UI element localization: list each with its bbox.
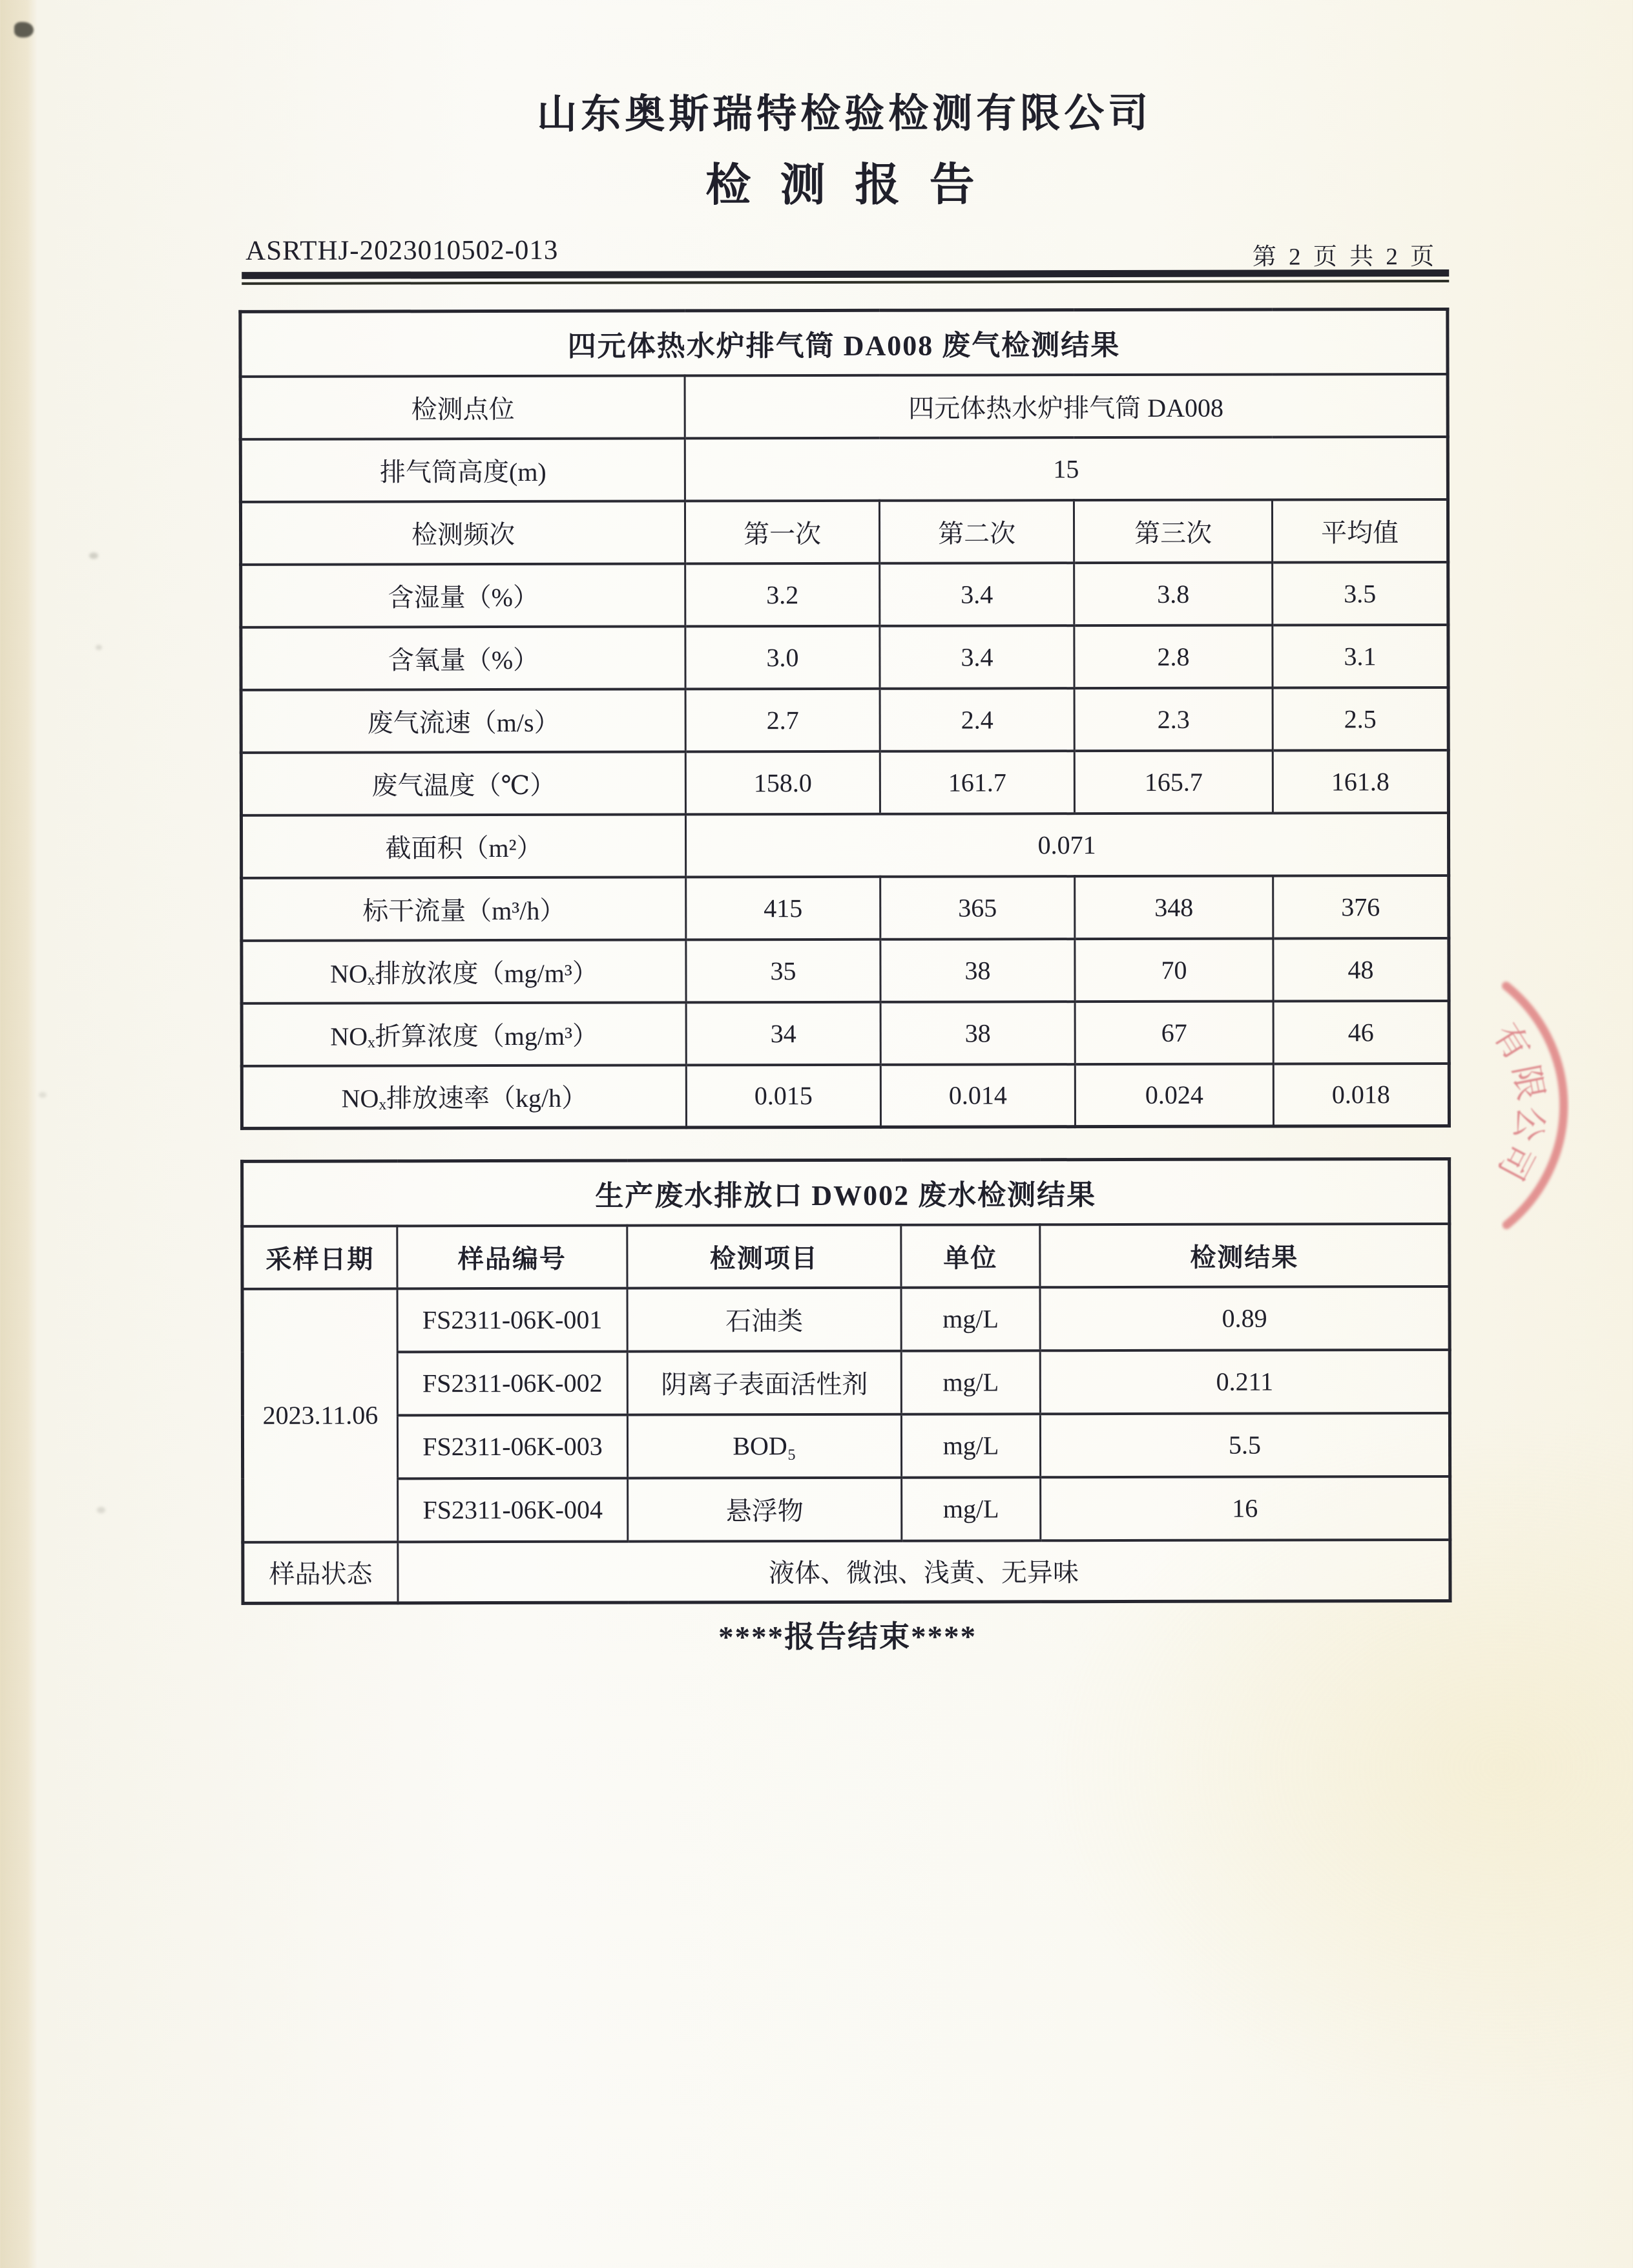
cell: 2.7 [685,688,880,751]
cell-sample-state: 液体、微浊、浅黄、无异味 [398,1539,1450,1602]
cell: 46 [1273,1000,1449,1064]
table-row [242,1349,1450,1415]
table-row [240,373,1448,439]
cell: 0.024 [1075,1064,1273,1127]
company-name: 山东奥斯瑞特检验检测有限公司 [537,91,1152,137]
cell-result: 0.211 [1040,1349,1450,1413]
row-label: NOₓ折算浓度（mg/m³） [242,1002,686,1066]
cell-unit: mg/L [901,1350,1040,1414]
row-label: 检测点位 [240,375,685,439]
gas-table-title: 四元体热水炉排气筒 DA008 废气检测结果 [240,309,1448,376]
row-label: NOₓ排放速率（kg/h） [242,1065,686,1128]
cell-unit: mg/L [902,1477,1041,1540]
table-row [241,812,1448,877]
cell-result: 16 [1041,1476,1450,1540]
cell: 0.015 [686,1064,880,1128]
row-label: 废气流速（m/s） [241,689,685,752]
table-row [241,687,1448,752]
cell: 3.8 [1074,562,1273,625]
header-divider [242,269,1449,285]
cell: 48 [1273,938,1449,1001]
cell-sample-code: FS2311-06K-004 [398,1478,628,1542]
table-row [240,499,1448,564]
row-label: 检测频次 [240,501,685,564]
row-label: 样品状态 [243,1542,398,1604]
col-header: 平均值 [1272,499,1448,562]
cell-sample-date: 2023.11.06 [242,1288,398,1542]
cell: 161.8 [1273,750,1448,813]
stamp-char: 限 [1505,1061,1551,1104]
table-row [243,1539,1450,1603]
table-row [242,1412,1450,1478]
cell-result: 0.89 [1040,1286,1450,1350]
cell-item: 悬浮物 [628,1477,902,1541]
cell: 34 [686,1002,880,1065]
report-number: ASRTHJ-2023010502-013 [245,235,559,266]
table-row [241,750,1448,815]
cell-item: 阴离子表面活性剂 [627,1350,901,1414]
cell: 161.7 [880,751,1074,814]
row-label: 含湿量（%） [241,563,685,627]
cell: 0.018 [1273,1063,1449,1126]
table-row [240,309,1448,376]
cell: 2.5 [1273,687,1448,750]
col-header: 检测项目 [627,1224,901,1288]
water-table-title: 生产废水排放口 DW002 废水检测结果 [242,1159,1450,1226]
cell: 2.8 [1074,625,1273,688]
row-label: NOₓ排放浓度（mg/m³） [242,940,686,1003]
cell: 376 [1273,875,1449,938]
cell: 70 [1075,938,1273,1002]
scan-smudge [89,552,98,559]
row-label: 标干流量（m³/h） [242,877,686,940]
document-title: 检 测 报 告 [705,160,984,211]
cell: 2.3 [1074,688,1273,751]
table-row [242,1000,1449,1066]
cell-item: BOD₅ [627,1414,901,1478]
cell: 158.0 [685,751,880,814]
cell: 3.1 [1273,624,1448,688]
cell: 3.5 [1273,562,1448,625]
col-header: 采样日期 [242,1226,397,1289]
table-row [242,1286,1450,1352]
stamp-char: 司 [1490,1137,1542,1187]
wastewater-table [240,1157,1451,1605]
cell: 3.0 [685,625,880,689]
cell-sample-code: FS2311-06K-001 [397,1288,627,1352]
page-number: 第 2 页 共 2 页 [1252,243,1438,271]
col-header: 第二次 [879,500,1074,563]
cell: 67 [1075,1001,1273,1064]
table-row [242,1223,1450,1288]
table-row [242,938,1449,1003]
col-header: 第三次 [1074,499,1272,563]
cell: 3.2 [685,563,880,626]
table-row [241,624,1448,689]
cell-unit: mg/L [901,1414,1040,1477]
table-row [243,1476,1450,1542]
col-header: 检测结果 [1040,1223,1450,1286]
row-label: 含氧量（%） [241,626,685,689]
cell-area-value: 0.071 [685,812,1448,876]
gas-emission-table [238,308,1451,1130]
row-label: 排气筒高度(m) [240,438,685,501]
scan-smudge [39,1092,47,1098]
table-row [242,1159,1450,1226]
scan-smudge [97,1507,105,1513]
table-row [242,875,1449,940]
stamp-char: 有 [1486,1016,1537,1067]
stamp-char: 公 [1506,1104,1551,1144]
table-row [240,436,1448,501]
col-header: 第一次 [685,500,879,563]
scan-smudge [96,645,102,650]
scan-smudge [14,22,34,37]
table-row [241,562,1448,627]
report-meta-row [240,233,1449,270]
cell-stack-height: 15 [685,436,1448,500]
col-header: 单位 [901,1224,1040,1287]
col-header: 样品编号 [397,1225,627,1288]
cell: 0.014 [880,1064,1075,1128]
cell: 35 [686,939,880,1002]
cell: 38 [880,1002,1075,1065]
cell: 38 [880,939,1075,1002]
table-row [242,1063,1449,1128]
cell-unit: mg/L [901,1287,1040,1350]
cell: 3.4 [880,625,1074,689]
cell: 2.4 [880,688,1074,751]
cell: 348 [1075,876,1273,939]
stamp-arc [1506,986,1565,1225]
row-label: 截面积（m²） [241,814,685,877]
cell: 365 [880,876,1075,940]
report-end-note: ****报告结束**** [718,1620,977,1655]
cell-sample-code: FS2311-06K-002 [397,1351,627,1415]
cell-result: 5.5 [1040,1412,1450,1476]
cell-sample-code: FS2311-06K-003 [397,1414,627,1478]
row-label: 废气温度（℃） [241,751,685,815]
cell-item: 石油类 [627,1287,901,1351]
cell: 3.4 [880,563,1074,626]
cell: 415 [686,876,880,940]
cell: 165.7 [1074,750,1273,814]
cell-point-value: 四元体热水炉排气筒 DA008 [685,373,1448,437]
